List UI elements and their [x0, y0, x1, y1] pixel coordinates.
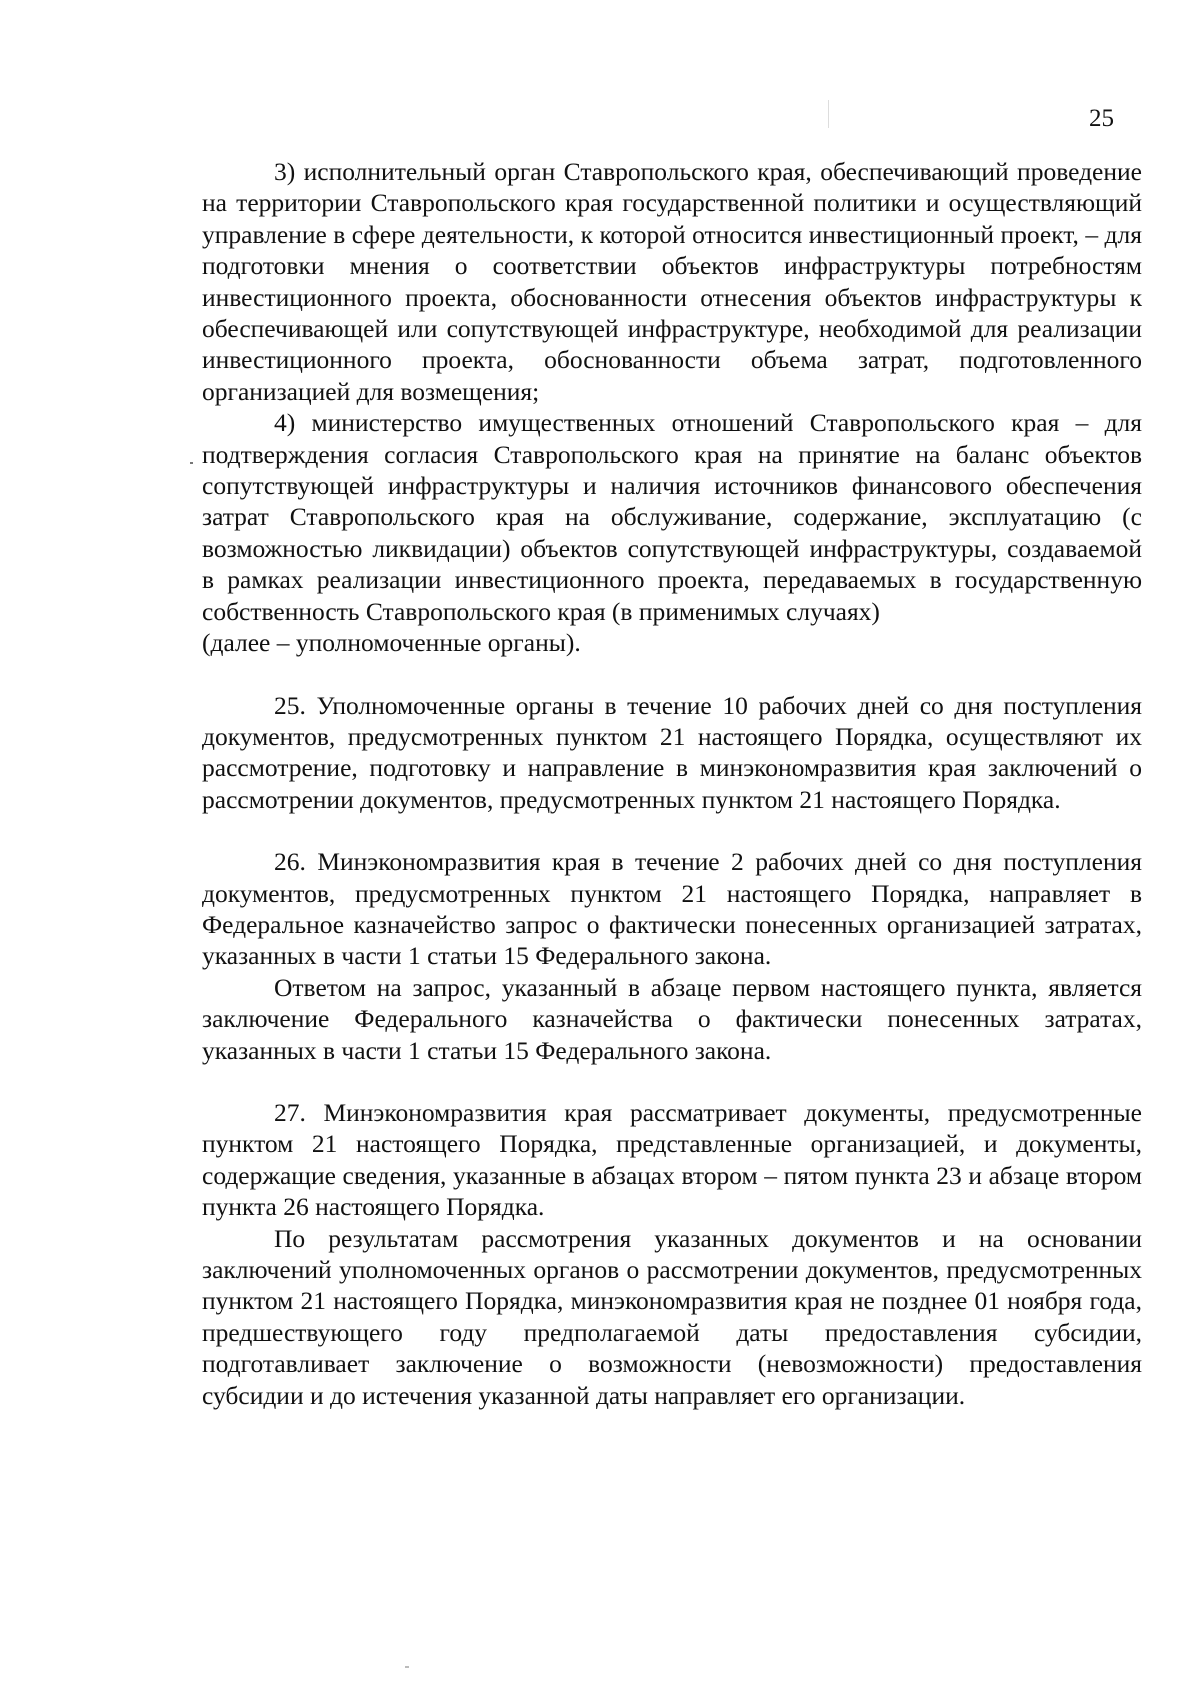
- document-body: [202, 156, 1142, 1411]
- margin-mark: [190, 462, 193, 464]
- paragraph-gap: [202, 659, 1142, 690]
- paragraph-item-3: 3) исполнительный орган Ставропольского края, обеспечивающий проведение на территории Ставропольского края государственной политики и осуществляющий управление в сфере деятельности, к которой относится инвестиционный проект, – для подготовки мнения о соответствии объектов инфраструктуры потребностям инвестиционного проекта, обоснованности отнесения объектов инфраструктуры к обеспечивающей или сопутствующей инфраструктуре, необходимой для реализации инвестиционного проекта, обоснованности объема затрат, подготовленного организацией для возмещения;: [202, 157, 1142, 406]
- scan-artifact-bottom: [405, 1666, 409, 1668]
- paragraph-gap: [202, 1066, 1142, 1097]
- paragraph-26-answer: Ответом на запрос, указанный в абзаце первом настоящего пункта, является заключение Федерального казначейства о фактически понесенных затратах, указанных в части 1 статьи 15 Федерального закона.: [202, 972, 1142, 1065]
- page-number: 25: [1089, 105, 1114, 132]
- paragraph-25: 25. Уполномоченные органы в течение 10 рабочих дней со дня поступления документов, предусмотренных пунктом 21 настоящего Порядка, осуществляют их рассмотрение, подготовку и направление в минэкономразвития края заключений о рассмотрении документов, предусмотренных пунктом 21 настоящего Порядка.: [202, 690, 1142, 814]
- paragraph-definition: (далее – уполномоченные органы).: [202, 628, 581, 658]
- paragraph-27: 27. Минэкономразвития края рассматривает документы, предусмотренные пунктом 21 настоящего Порядка, представленные организацией, и документы, содержащие сведения, указанные в абзацах втором – пятом пункта 23 и абзаце втором пункта 26 настоящего Порядка.: [202, 1097, 1142, 1222]
- paragraph-27-results: По результатам рассмотрения указанных документов и на основании заключений уполномоченных органов о рассмотрении документов, предусмотренных пунктом 21 настоящего Порядка, минэкономразвития края не позднее 01 ноября года, предшествующего году предполагаемой даты предоставления субсидии, подготавливает заключение о возможности (невозможности) предоставления субсидии и до истечения указанной даты направляет его организации.: [202, 1223, 1142, 1410]
- paragraph-item-4: 4) министерство имущественных отношений Ставропольского края – для подтверждения согласия Ставропольского края на принятие на баланс объектов сопутствующей инфраструктуры и наличия источников финансового обеспечения затрат Ставропольского края на обслуживание, содержание, эксплуатацию (с возможностью ликвидации) объектов сопутствующей инфраструктуры, создаваемой в рамках реализации инвестиционного проекта, передаваемых в государственную собственность Ставропольского края (в применимых случаях): [202, 408, 1142, 626]
- paragraph-26: 26. Минэкономразвития края в течение 2 рабочих дней со дня поступления документов, предусмотренных пунктом 21 настоящего Порядка, направляет в Федеральное казначейство запрос о фактически понесенных организацией затратах, указанных в части 1 статьи 15 Федерального закона.: [202, 847, 1142, 971]
- scan-artifact-top: [828, 100, 829, 128]
- paragraph-gap: [202, 815, 1142, 846]
